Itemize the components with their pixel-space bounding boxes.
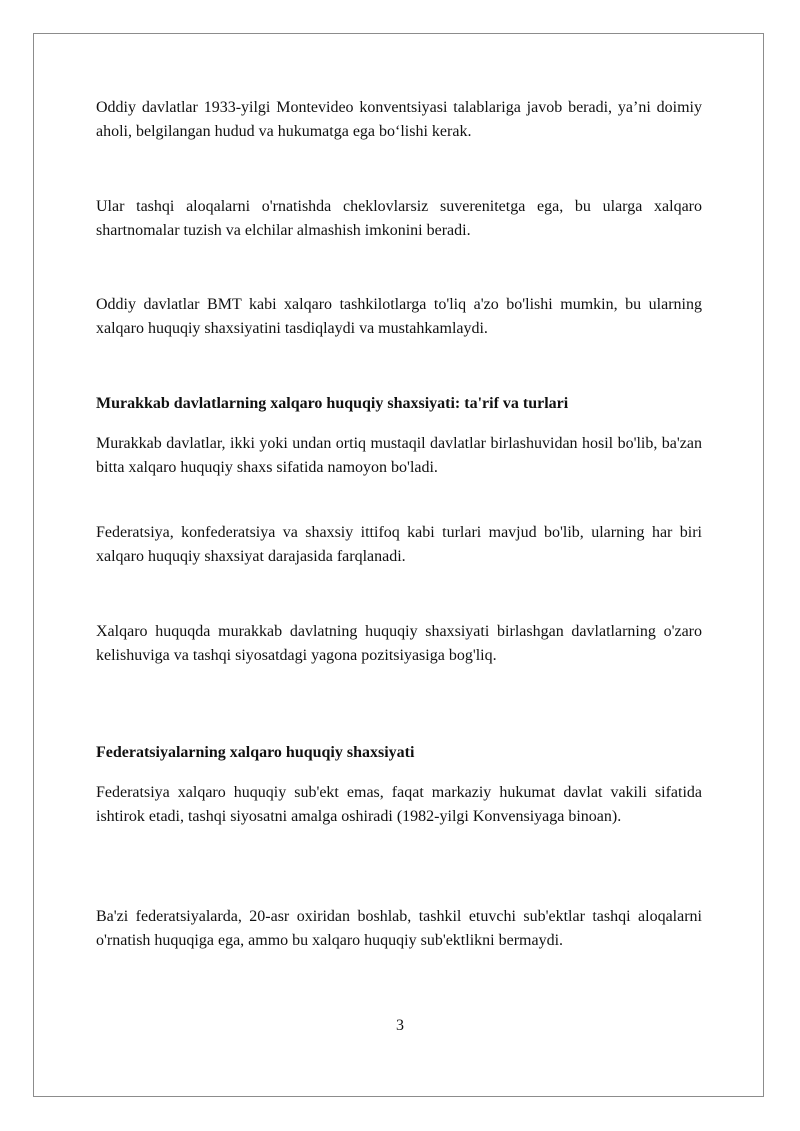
paragraph-complex-states-personality: Xalqaro huquqda murakkab davlatning huquqiy shaxsiyati birlashgan davlatlarning o'zaro kelishuviga va tashqi siyosatdagi yagona pozitsiyasiga bog'liq. <box>96 623 702 664</box>
page-number: 3 <box>396 1017 404 1034</box>
paragraph-federation-subject: Federatsiya xalqaro huquqiy sub'ekt emas, faqat markaziy hukumat davlat vakili sifatida ishtirok etadi, tashqi siyosatni amalga oshiradi (1982-yilgi Konvensiyaga binoan). <box>96 784 702 825</box>
paragraph-federation-entities: Ba'zi federatsiyalarda, 20-asr oxiridan boshlab, tashkil etuvchi sub'ektlar tashqi aloqalarni o'rnatish huquqiga ega, ammo bu xalqaro huquqiy sub'ektlikni bermaydi. <box>96 908 702 949</box>
paragraph-complex-states-definition: Murakkab davlatlar, ikki yoki undan ortiq mustaqil davlatlar birlashuvidan hosil bo'lib, ba'zan bitta xalqaro huquqiy shaxs sifatida namoyon bo'ladi. <box>96 435 702 476</box>
paragraph-montevideo: Oddiy davlatlar 1933-yilgi Montevideo konventsiyasi talablariga javob beradi, ya’ni doimiy aholi, belgilangan hudud va hukumatga ega bo‘lishi kerak. <box>96 99 702 140</box>
paragraph-un-membership: Oddiy davlatlar BMT kabi xalqaro tashkilotlarga to'liq a'zo bo'lishi mumkin, bu ularning xalqaro huquqiy shaxsiyatini tasdiqlaydi va mustahkamlaydi. <box>96 296 702 337</box>
section-heading-complex-states: Murakkab davlatlarning xalqaro huquqiy shaxsiyati: ta'rif va turlari <box>96 395 569 412</box>
section-heading-federations: Federatsiyalarning xalqaro huquqiy shaxsiyati <box>96 744 415 761</box>
paragraph-complex-states-types: Federatsiya, konfederatsiya va shaxsiy ittifoq kabi turlari mavjud bo'lib, ularning har biri xalqaro huquqiy shaxsiyat darajasida farqlanadi. <box>96 524 702 565</box>
paragraph-sovereignty: Ular tashqi aloqalarni o'rnatishda cheklovlarsiz suverenitetga ega, bu ularga xalqaro shartnomalar tuzish va elchilar almashish imkonini beradi. <box>96 198 702 239</box>
